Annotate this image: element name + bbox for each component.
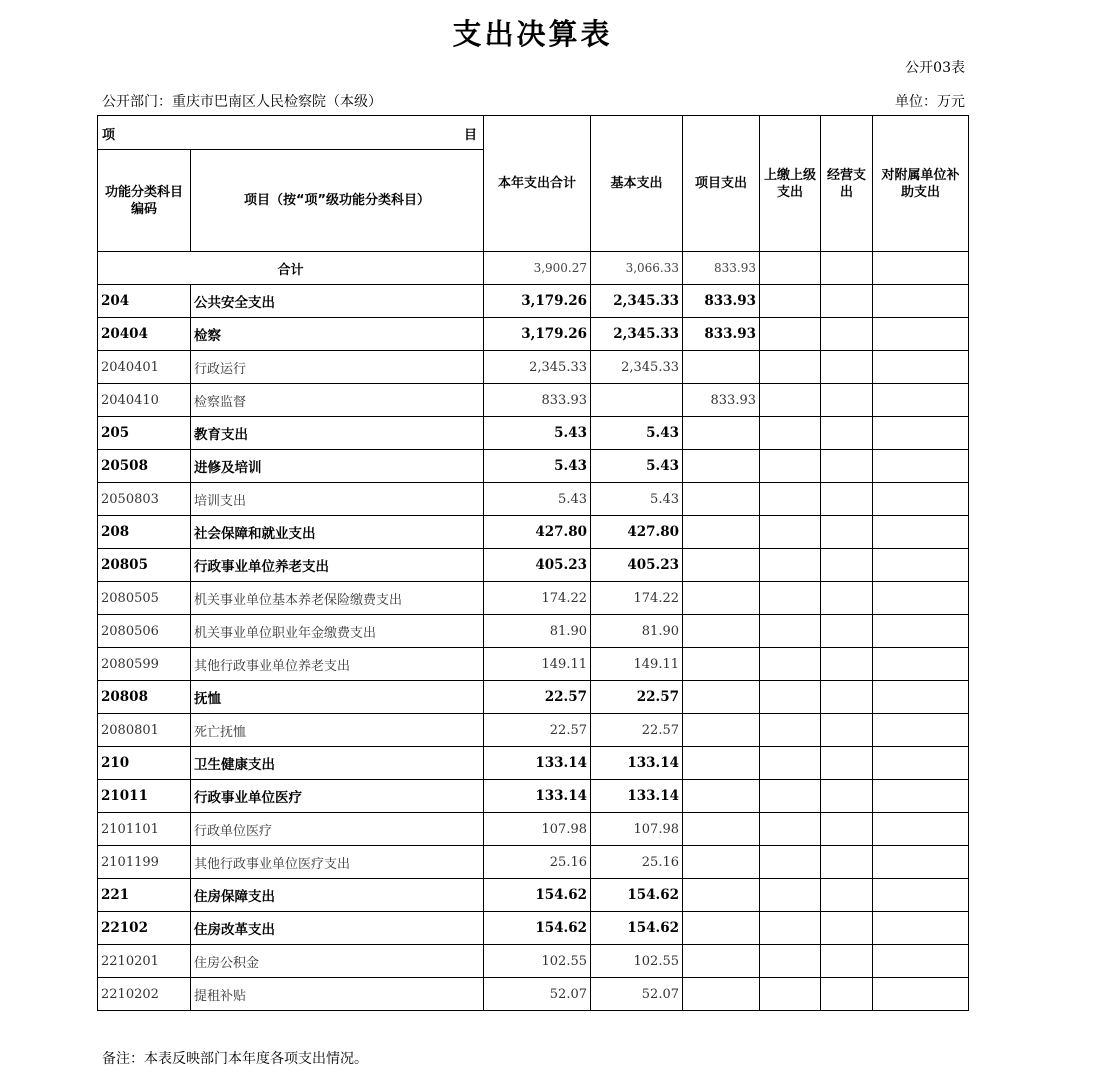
table-row (98, 945, 969, 978)
table-row (98, 450, 969, 483)
row-name: 死亡抚恤 (191, 714, 484, 747)
total-basic: 3,066.33 (591, 252, 683, 285)
row-upper (760, 318, 821, 351)
row-basic: 427.80 (591, 516, 683, 549)
table-row (98, 384, 969, 417)
row-upper (760, 912, 821, 945)
row-business (821, 516, 873, 549)
row-name: 检察 (191, 318, 484, 351)
row-upper (760, 516, 821, 549)
form-number: 公开03表 (905, 60, 965, 76)
row-upper (760, 879, 821, 912)
row-subsidy (873, 780, 969, 813)
department-label: 公开部门：重庆市巴南区人民检察院（本级） (102, 94, 382, 110)
table-row (98, 978, 969, 1011)
row-business (821, 747, 873, 780)
row-upper (760, 351, 821, 384)
row-upper (760, 582, 821, 615)
row-name: 培训支出 (191, 483, 484, 516)
row-name: 其他行政事业单位医疗支出 (191, 846, 484, 879)
row-code: 20805 (98, 549, 191, 582)
row-basic: 5.43 (591, 483, 683, 516)
row-project (683, 615, 760, 648)
row-subsidy (873, 879, 969, 912)
row-total: 81.90 (484, 615, 591, 648)
row-project: 833.93 (683, 285, 760, 318)
row-total: 3,179.26 (484, 285, 591, 318)
row-project (683, 846, 760, 879)
expenditure-table (97, 115, 969, 1011)
table-row (98, 846, 969, 879)
row-subsidy (873, 384, 969, 417)
row-project (683, 879, 760, 912)
row-code: 205 (98, 417, 191, 450)
header-upper: 上缴上级支出 (760, 116, 821, 252)
header-total: 本年支出合计 (484, 116, 591, 252)
row-project (683, 747, 760, 780)
header-subsidy: 对附属单位补助支出 (873, 116, 969, 252)
row-project (683, 714, 760, 747)
row-business (821, 846, 873, 879)
row-name: 抚恤 (191, 681, 484, 714)
row-code: 21011 (98, 780, 191, 813)
table-row (98, 318, 969, 351)
row-subsidy (873, 450, 969, 483)
row-project (683, 648, 760, 681)
row-upper (760, 384, 821, 417)
row-basic: 154.62 (591, 879, 683, 912)
row-subsidy (873, 813, 969, 846)
row-total: 833.93 (484, 384, 591, 417)
row-name: 教育支出 (191, 417, 484, 450)
row-code: 2080506 (98, 615, 191, 648)
row-upper (760, 978, 821, 1011)
header-basic: 基本支出 (591, 116, 683, 252)
row-total: 174.22 (484, 582, 591, 615)
row-upper (760, 417, 821, 450)
table-row (98, 879, 969, 912)
row-subsidy (873, 417, 969, 450)
table-row (98, 912, 969, 945)
row-upper (760, 681, 821, 714)
row-subsidy (873, 846, 969, 879)
row-business (821, 318, 873, 351)
row-subsidy (873, 582, 969, 615)
total-amount: 3,900.27 (484, 252, 591, 285)
row-project (683, 780, 760, 813)
row-code: 2210202 (98, 978, 191, 1011)
row-project (683, 978, 760, 1011)
row-code: 208 (98, 516, 191, 549)
row-business (821, 879, 873, 912)
row-total: 5.43 (484, 417, 591, 450)
row-business (821, 978, 873, 1011)
row-name: 进修及培训 (191, 450, 484, 483)
row-project (683, 681, 760, 714)
table-row (98, 417, 969, 450)
row-project (683, 483, 760, 516)
row-code: 2101199 (98, 846, 191, 879)
row-name: 社会保障和就业支出 (191, 516, 484, 549)
row-upper (760, 285, 821, 318)
table-row (98, 483, 969, 516)
row-basic: 154.62 (591, 912, 683, 945)
row-project (683, 450, 760, 483)
row-upper (760, 549, 821, 582)
total-upper (760, 252, 821, 285)
row-total: 427.80 (484, 516, 591, 549)
row-total: 3,179.26 (484, 318, 591, 351)
row-name: 行政运行 (191, 351, 484, 384)
row-project (683, 582, 760, 615)
row-subsidy (873, 912, 969, 945)
row-code: 20808 (98, 681, 191, 714)
row-code: 2101101 (98, 813, 191, 846)
row-business (821, 351, 873, 384)
header-name: 项目（按“项”级功能分类科目） (191, 150, 484, 252)
row-business (821, 912, 873, 945)
item-header-right: 目 (463, 128, 477, 143)
row-basic: 107.98 (591, 813, 683, 846)
row-code: 2080801 (98, 714, 191, 747)
row-name: 行政单位医疗 (191, 813, 484, 846)
row-project (683, 549, 760, 582)
row-name: 住房保障支出 (191, 879, 484, 912)
row-basic: 2,345.33 (591, 318, 683, 351)
row-project (683, 912, 760, 945)
row-code: 20404 (98, 318, 191, 351)
row-basic: 2,345.33 (591, 285, 683, 318)
footnote: 备注：本表反映部门本年度各项支出情况。 (102, 1051, 368, 1067)
total-label: 合计 (98, 252, 484, 285)
row-subsidy (873, 615, 969, 648)
row-name: 行政事业单位医疗 (191, 780, 484, 813)
row-basic: 52.07 (591, 978, 683, 1011)
row-name: 检察监督 (191, 384, 484, 417)
row-business (821, 813, 873, 846)
table-body (98, 116, 969, 1011)
row-name: 住房改革支出 (191, 912, 484, 945)
row-business (821, 549, 873, 582)
table-row (98, 351, 969, 384)
item-header-cell (98, 116, 484, 150)
row-business (821, 945, 873, 978)
row-basic: 405.23 (591, 549, 683, 582)
row-project (683, 516, 760, 549)
row-code: 204 (98, 285, 191, 318)
row-project (683, 813, 760, 846)
row-code: 2050803 (98, 483, 191, 516)
table-row (98, 582, 969, 615)
total-row (98, 252, 969, 285)
row-project (683, 351, 760, 384)
table-row (98, 813, 969, 846)
row-total: 154.62 (484, 879, 591, 912)
table-row (98, 516, 969, 549)
row-total: 22.57 (484, 681, 591, 714)
row-name: 提租补贴 (191, 978, 484, 1011)
table-row (98, 681, 969, 714)
row-upper (760, 714, 821, 747)
item-header-left: 项 (102, 128, 116, 143)
row-basic: 174.22 (591, 582, 683, 615)
row-basic (591, 384, 683, 417)
row-total: 5.43 (484, 483, 591, 516)
row-basic: 102.55 (591, 945, 683, 978)
total-project: 833.93 (683, 252, 760, 285)
header-code: 功能分类科目编码 (98, 150, 191, 252)
row-total: 133.14 (484, 780, 591, 813)
row-name: 住房公积金 (191, 945, 484, 978)
row-subsidy (873, 516, 969, 549)
row-business (821, 714, 873, 747)
row-name: 行政事业单位养老支出 (191, 549, 484, 582)
row-business (821, 285, 873, 318)
row-upper (760, 615, 821, 648)
row-total: 107.98 (484, 813, 591, 846)
row-basic: 22.57 (591, 681, 683, 714)
row-code: 221 (98, 879, 191, 912)
row-subsidy (873, 681, 969, 714)
row-code: 20508 (98, 450, 191, 483)
row-code: 210 (98, 747, 191, 780)
row-business (821, 384, 873, 417)
row-subsidy (873, 483, 969, 516)
row-code: 2210201 (98, 945, 191, 978)
row-basic: 25.16 (591, 846, 683, 879)
header-business: 经营支出 (821, 116, 873, 252)
table-row (98, 285, 969, 318)
table-row (98, 714, 969, 747)
row-total: 133.14 (484, 747, 591, 780)
row-basic: 22.57 (591, 714, 683, 747)
row-upper (760, 780, 821, 813)
table-row (98, 648, 969, 681)
row-total: 405.23 (484, 549, 591, 582)
row-project: 833.93 (683, 318, 760, 351)
header-project: 项目支出 (683, 116, 760, 252)
row-upper (760, 648, 821, 681)
page-title: 支出决算表 (452, 17, 613, 51)
row-code: 2080599 (98, 648, 191, 681)
row-basic: 133.14 (591, 780, 683, 813)
row-business (821, 483, 873, 516)
row-subsidy (873, 945, 969, 978)
row-subsidy (873, 351, 969, 384)
row-subsidy (873, 285, 969, 318)
row-upper (760, 450, 821, 483)
row-name: 其他行政事业单位养老支出 (191, 648, 484, 681)
header-row-1 (98, 116, 969, 150)
row-business (821, 780, 873, 813)
row-basic: 149.11 (591, 648, 683, 681)
row-subsidy (873, 318, 969, 351)
row-total: 2,345.33 (484, 351, 591, 384)
row-total: 22.57 (484, 714, 591, 747)
table-row (98, 747, 969, 780)
row-business (821, 450, 873, 483)
row-business (821, 648, 873, 681)
row-basic: 133.14 (591, 747, 683, 780)
row-subsidy (873, 714, 969, 747)
row-subsidy (873, 549, 969, 582)
row-subsidy (873, 648, 969, 681)
row-name: 机关事业单位基本养老保险缴费支出 (191, 582, 484, 615)
row-code: 2040401 (98, 351, 191, 384)
row-upper (760, 945, 821, 978)
row-business (821, 615, 873, 648)
row-code: 22102 (98, 912, 191, 945)
row-basic: 5.43 (591, 450, 683, 483)
row-upper (760, 747, 821, 780)
row-total: 102.55 (484, 945, 591, 978)
row-name: 机关事业单位职业年金缴费支出 (191, 615, 484, 648)
row-project: 833.93 (683, 384, 760, 417)
row-business (821, 681, 873, 714)
row-total: 52.07 (484, 978, 591, 1011)
row-upper (760, 483, 821, 516)
row-name: 公共安全支出 (191, 285, 484, 318)
row-code: 2040410 (98, 384, 191, 417)
unit-label: 单位：万元 (895, 94, 965, 110)
row-code: 2080505 (98, 582, 191, 615)
row-project (683, 945, 760, 978)
row-total: 5.43 (484, 450, 591, 483)
row-total: 25.16 (484, 846, 591, 879)
row-business (821, 582, 873, 615)
row-total: 154.62 (484, 912, 591, 945)
row-upper (760, 846, 821, 879)
total-subsidy (873, 252, 969, 285)
row-name: 卫生健康支出 (191, 747, 484, 780)
row-basic: 81.90 (591, 615, 683, 648)
row-subsidy (873, 978, 969, 1011)
table-row (98, 780, 969, 813)
row-total: 149.11 (484, 648, 591, 681)
row-basic: 5.43 (591, 417, 683, 450)
row-upper (760, 813, 821, 846)
row-business (821, 417, 873, 450)
row-basic: 2,345.33 (591, 351, 683, 384)
table-row (98, 615, 969, 648)
table-row (98, 549, 969, 582)
row-project (683, 417, 760, 450)
total-business (821, 252, 873, 285)
row-subsidy (873, 747, 969, 780)
